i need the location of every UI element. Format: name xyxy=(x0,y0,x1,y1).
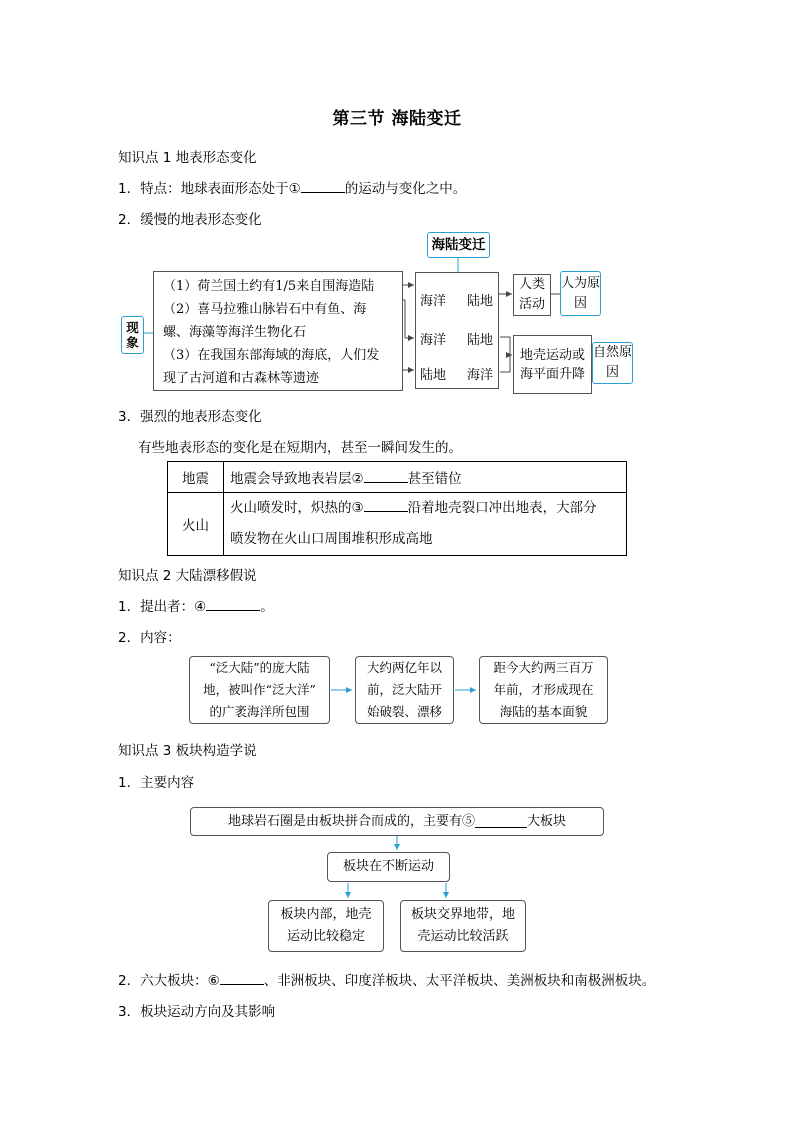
blank-4[interactable] xyxy=(206,598,260,611)
drift-step-3-line: 海陆的基本面貌 xyxy=(499,704,588,719)
row-earthquake-post: 甚至错位 xyxy=(407,471,462,487)
row-volcano-name: 火山 xyxy=(168,493,224,556)
change-box xyxy=(415,272,499,389)
drift-step-1-line: “泛大陆”的庞大陆 xyxy=(209,660,310,675)
plate-boundary-line: 板块交界地带，地 xyxy=(410,907,515,922)
phenomenon-3a: （3）在我国东部海域的海底，人们发 xyxy=(163,348,380,363)
kp1-item3: 3．强烈的地表形态变化 xyxy=(118,409,262,425)
row-volcano-post: 沿着地壳裂口冲出地表，大部分 xyxy=(407,500,597,516)
blank-2[interactable] xyxy=(364,470,408,483)
kp3-item3: 3．板块运动方向及其影响 xyxy=(118,1004,276,1020)
sea-land-change-label: 海陆变迁 xyxy=(427,232,490,258)
blank-5[interactable] xyxy=(475,815,527,828)
page-title: 第三节 海陆变迁 xyxy=(332,109,462,129)
drift-step-1-line: 的广袤海洋所包围 xyxy=(209,704,310,719)
kp1-item1-post: 的运动与变化之中。 xyxy=(344,181,467,197)
kp1-item2: 2．缓慢的地表形态变化 xyxy=(118,212,262,228)
blank-3[interactable] xyxy=(364,499,408,512)
kp3-item2 xyxy=(118,969,655,989)
kp2-item1 xyxy=(118,595,274,615)
reason-natural: 自然原因 xyxy=(592,342,633,384)
drift-step-2-line: 前，泛大陆开 xyxy=(366,682,442,697)
plate-interior-box xyxy=(268,900,384,952)
kp3-item2-post: 、非洲板块、印度洋板块、太平洋板块、美洲板块和南极洲板块。 xyxy=(263,973,656,989)
table-row xyxy=(168,493,627,556)
kp3-heading: 知识点 3 板块构造学说 xyxy=(118,743,257,759)
kp1-item1-pre: 1．特点：地球表面形态处于① xyxy=(118,181,301,197)
row-volcano-line2: 喷发物在火山口周围堆积形成高地 xyxy=(230,531,433,547)
change-2-to: 陆地 xyxy=(467,333,494,348)
drift-step-3 xyxy=(479,656,608,724)
change-2-from: 海洋 xyxy=(420,333,447,348)
kp2-item1-pre: 1．提出者：④ xyxy=(118,599,207,615)
plate-boundary-box xyxy=(400,900,526,952)
drift-step-2-line: 大约两亿年以 xyxy=(366,660,442,675)
kp2-heading: 知识点 2 大陆漂移假说 xyxy=(118,568,257,584)
change-3-from: 陆地 xyxy=(420,368,447,383)
kp3-item2-pre: 2．六大板块：⑥ xyxy=(118,973,220,989)
phenomenon-3b: 现了古河道和古森林等遗迹 xyxy=(163,371,320,386)
plate-top-pre: 地球岩石圈是由板块拼合而成的，主要有⑤ xyxy=(227,813,475,829)
phenomena-label: 现象 xyxy=(121,316,144,354)
change-3-to: 海洋 xyxy=(467,368,494,383)
drift-step-2 xyxy=(355,656,454,724)
kp3-item1: 1．主要内容 xyxy=(118,775,195,791)
drift-step-2-line: 始破裂、漂移 xyxy=(366,704,442,719)
phenomena-box xyxy=(153,271,403,391)
blank-6[interactable] xyxy=(220,972,264,985)
row-earthquake-desc xyxy=(224,462,627,493)
cause-human-activity: 人类活动 xyxy=(513,274,551,316)
plate-top-box xyxy=(190,807,604,836)
plate-boundary-line: 壳运动比较活跃 xyxy=(417,929,509,944)
row-earthquake-name: 地震 xyxy=(168,462,224,493)
drift-step-1-line: 地，被叫作“泛大洋” xyxy=(203,682,316,697)
kp2-item2: 2．内容： xyxy=(118,630,181,646)
row-volcano-desc xyxy=(224,493,627,556)
plate-moving-box: 板块在不断运动 xyxy=(327,852,450,882)
plate-top-post: 大板块 xyxy=(527,813,567,829)
plate-interior-line: 运动比较稳定 xyxy=(286,929,365,944)
kp1-heading: 知识点 1 地表形态变化 xyxy=(118,150,257,166)
change-1-to: 陆地 xyxy=(467,294,494,309)
row-volcano-pre: 火山喷发时，炽热的③ xyxy=(230,500,364,516)
plate-interior-line: 板块内部，地壳 xyxy=(280,907,372,922)
kp2-item1-post: 。 xyxy=(260,599,274,615)
kp1-intro: 有些地表形态的变化是在短期内，甚至一瞬间发生的。 xyxy=(138,440,462,456)
phenomenon-1: （1）荷兰国土约有1/5来自围海造陆 xyxy=(163,279,375,294)
change-1-from: 海洋 xyxy=(420,294,447,309)
reason-human: 人为原因 xyxy=(560,271,601,316)
row-earthquake-pre: 地震会导致地表岩层② xyxy=(230,471,364,487)
table-row xyxy=(168,462,627,493)
drift-step-3-line: 距今大约两三百万 xyxy=(493,660,594,675)
cause-natural-change: 地壳运动或海平面升降 xyxy=(513,335,592,394)
drift-step-3-line: 年前，才形成现在 xyxy=(493,682,594,697)
phenomenon-2b: 螺、海藻等海洋生物化石 xyxy=(163,325,307,340)
drift-step-1 xyxy=(189,656,330,724)
phenomenon-2a: （2）喜马拉雅山脉岩石中有鱼、海 xyxy=(163,302,367,317)
strong-change-table xyxy=(167,461,627,556)
